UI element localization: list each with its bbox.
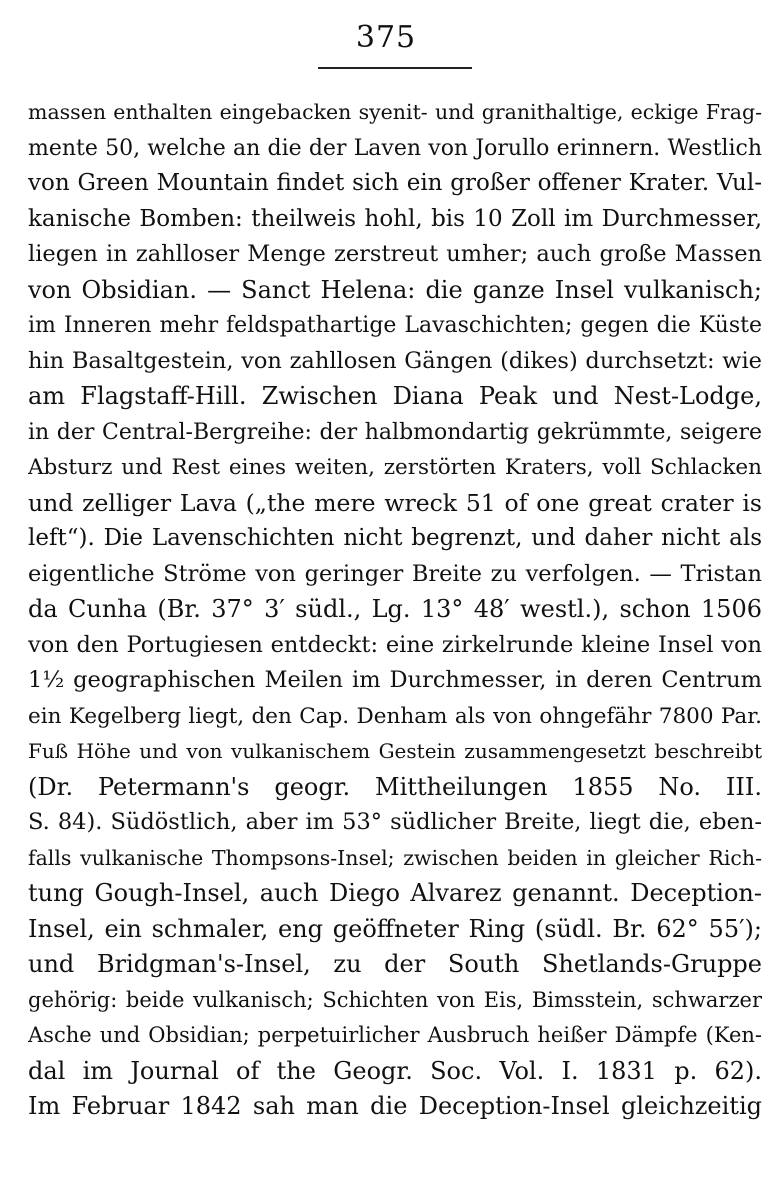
text-line: Insel, ein schmaler, eng geöffneter Ring (südl. Br. 62° 55′);	[28, 914, 762, 943]
text-line: ein Kegelberg liegt, den Cap. Denham als von ohngefähr 7800 Par.	[28, 703, 762, 729]
body-text	[28, 95, 762, 1125]
text-line: Asche und Obsidian; perpetuirlicher Ausbruch heißer Dämpfe (Ken-	[28, 1023, 762, 1047]
text-line: da Cunha (Br. 37° 3′ südl., Lg. 13° 48′ westl.), schon 1506	[28, 595, 762, 623]
text-line: mente 50, welche an die der Laven von Jorullo erinnern. Westlich	[28, 135, 762, 161]
text-line: 1½ geographischen Meilen im Durchmesser, in deren Centrum	[28, 667, 762, 693]
text-line: dal im Journal of the Geogr. Soc. Vol. I. 1831 p. 62).	[28, 1056, 762, 1085]
text-line: Absturz und Rest eines weiten, zerstörten Kraters, voll Schlacken	[28, 455, 762, 480]
text-line: im Inneren mehr feldspathartige Lavaschichten; gegen die Küste	[28, 313, 762, 338]
text-line: S. 84). Südöstlich, aber im 53° südlicher Breite, liegt die, eben-	[28, 809, 762, 835]
text-line: left“). Die Lavenschichten nicht begrenzt, und daher nicht als	[28, 525, 762, 551]
text-line: liegen in zahlloser Menge zerstreut umher; auch große Massen	[28, 241, 762, 267]
text-line: hin Basaltgestein, von zahllosen Gängen (dikes) durchsetzt: wie	[28, 347, 762, 374]
text-line: von Green Mountain findet sich ein großer offener Krater. Vul-	[28, 170, 762, 196]
text-line: massen enthalten eingebacken syenit- und granithaltige, eckige Frag-	[28, 100, 762, 124]
text-line: Fuß Höhe und von vulkanischem Gestein zusammengesetzt beschreibt	[28, 739, 762, 763]
text-line: von den Portugiesen entdeckt: eine zirkelrunde kleine Insel von	[28, 631, 762, 658]
text-line: und zelliger Lava („the mere wreck 51 of one great crater is	[28, 488, 762, 517]
header-rule	[318, 67, 472, 69]
text-line: in der Central-Bergreihe: der halbmondartig gekrümmte, seigere	[28, 419, 762, 445]
text-line: tung Gough-Insel, auch Diego Alvarez genannt. Deception-	[28, 879, 762, 907]
text-line: falls vulkanische Thompsons-Insel; zwischen beiden in gleicher Rich-	[28, 845, 762, 870]
text-line: Im Februar 1842 sah man die Deception-Insel gleichzeitig	[28, 1092, 762, 1120]
text-line: am Flagstaff-Hill. Zwischen Diana Peak und Nest-Lodge,	[28, 382, 762, 410]
text-line: von Obsidian. — Sanct Helena: die ganze Insel vulkanisch;	[28, 275, 762, 304]
text-line: kanische Bomben: theilweis hohl, bis 10 Zoll im Durchmesser,	[28, 205, 762, 232]
text-line: eigentliche Ströme von geringer Breite zu verfolgen. — Tristan	[28, 560, 762, 587]
page-number: 375	[355, 20, 417, 55]
text-line: und Bridgman's-Insel, zu der South Shetlands-Gruppe	[28, 950, 762, 978]
text-line: gehörig: beide vulkanisch; Schichten von Eis, Bimsstein, schwarzer	[28, 987, 762, 1012]
text-line: (Dr. Petermann's geogr. Mittheilungen 1855 No. III.	[28, 772, 762, 801]
